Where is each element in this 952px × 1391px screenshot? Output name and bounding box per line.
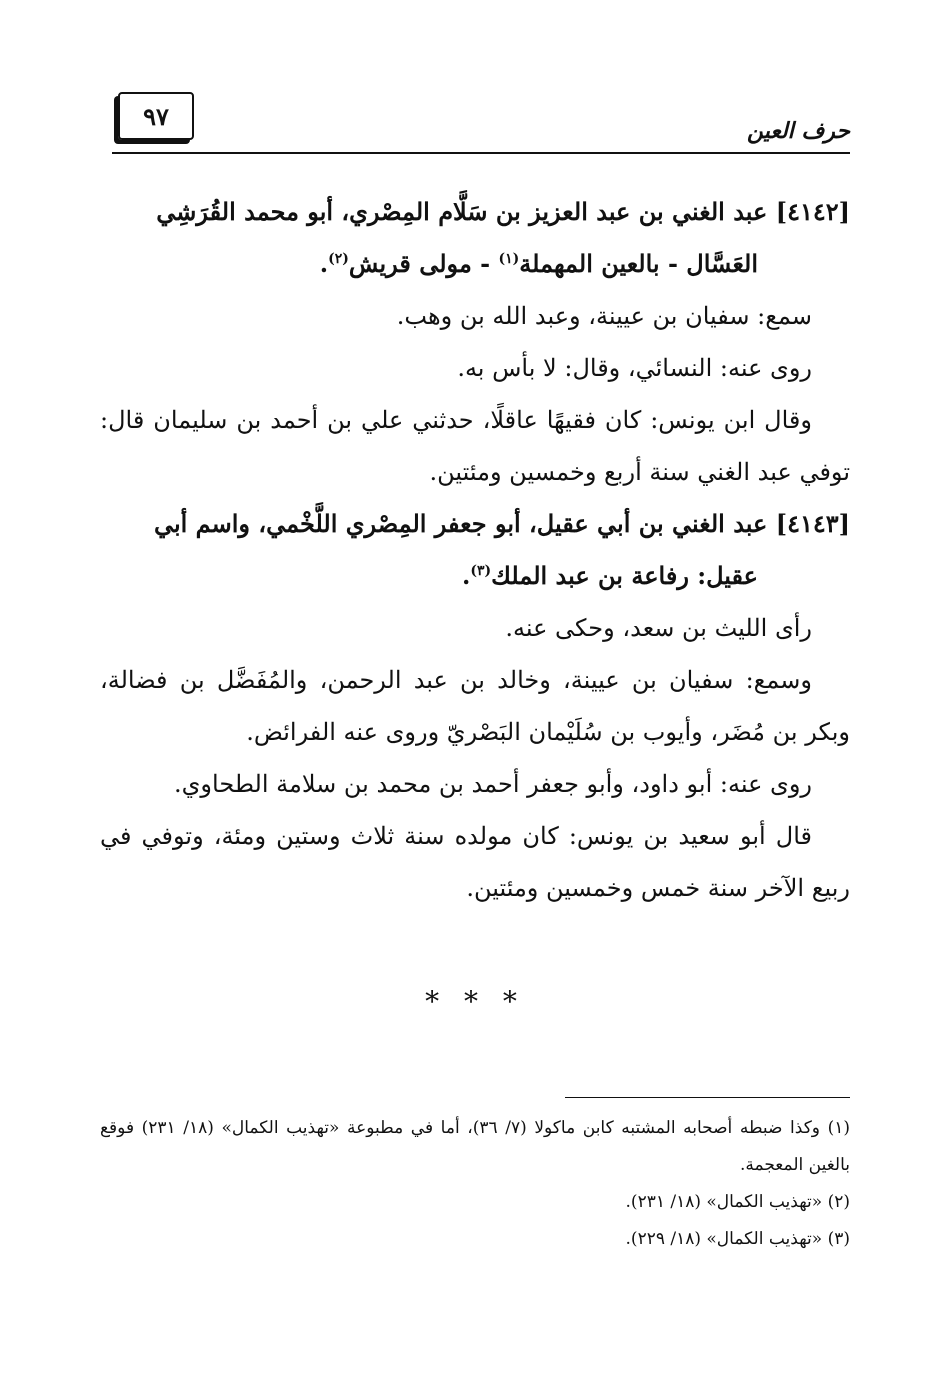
footnote-rule (565, 1097, 850, 1098)
footnote: (١) وكذا ضبطه أصحابه المشتبه كابن ماكولا (٧/ ٣٦)، أما في مطبوعة «تهذيب الكمال» (١٨/ ٢٣١) فوقع بالغين المعجمة. (100, 1118, 850, 1175)
paragraph: سمع: سفيان بن عيينة، وعبد الله بن وهب. (396, 302, 812, 330)
paragraph: روى عنه: النسائي، وقال: لا بأس به. (457, 354, 812, 382)
footnote: (٢) «تهذيب الكمال» (١٨/ ٢٣١). (625, 1192, 850, 1212)
page-number-text: ٩٧ (143, 101, 169, 131)
paragraph: قال أبو سعيد بن يونس: كان مولده سنة ثلاث وستين ومئة، وتوفي في ربيع الآخر سنة خمس وخمسين ومئتين. (100, 822, 850, 902)
header-rule (112, 152, 850, 154)
paragraph: وقال ابن يونس: كان فقيهًا عاقلًا، حدثني علي بن أحمد بن سليمان قال: توفي عبد الغني سنة أربع وخمسين ومئتين. (100, 406, 850, 486)
heading-line-2-text: عقيل: رفاعة بن عبد الملك (491, 561, 758, 590)
heading-line-2-text: العَسَّال - بالعين المهملة (519, 249, 758, 278)
entries (100, 186, 850, 914)
footnote: (٣) «تهذيب الكمال» (١٨/ ٢٢٩). (625, 1229, 850, 1249)
book-page (100, 90, 850, 1290)
page-number (118, 92, 194, 140)
paragraph: رأى الليث بن سعد، وحكى عنه. (505, 614, 812, 642)
heading-line-2-text: - مولى قريش (348, 249, 499, 278)
entry-4142 (100, 186, 850, 498)
heading-line-2 (100, 238, 850, 290)
paragraph: روى عنه: أبو داود، وأبو جعفر أحمد بن محمد بن سلامة الطحاوي. (174, 770, 812, 798)
entry-4143 (100, 498, 850, 914)
entry-number: [٤١٤٣] (775, 509, 850, 538)
paragraph: وسمع: سفيان بن عيينة، وخالد بن عبد الرحمن، والمُفَضَّل بن فضالة، وبكر بن مُضَر، وأيوب بن سُلَيْمان البَصْريّ وروى عنه الفرائض. (100, 666, 850, 746)
heading-end: . (462, 561, 471, 590)
footnote-ref: (٢) (328, 251, 349, 267)
entry-number: [٤١٤٢] (775, 197, 850, 226)
entry-heading (100, 498, 850, 602)
heading-line-2 (100, 550, 850, 602)
heading-end: . (319, 249, 329, 278)
entry-heading (100, 186, 850, 290)
running-title: حرف العين (746, 118, 850, 144)
footnote-ref: (١) (498, 251, 520, 267)
footnote-ref: (٣) (470, 563, 492, 579)
section-separator: * * * (425, 985, 525, 1018)
heading-line-1: عبد الغني بن أبي عقيل، أبو جعفر المِصْري اللَّخْمي، واسم أبي (153, 509, 768, 538)
heading-line-1: عبد الغني بن عبد العزيز بن سَلَّام المِصْري، أبو محمد القُرَشِي (156, 197, 768, 226)
footnotes (100, 1110, 850, 1258)
